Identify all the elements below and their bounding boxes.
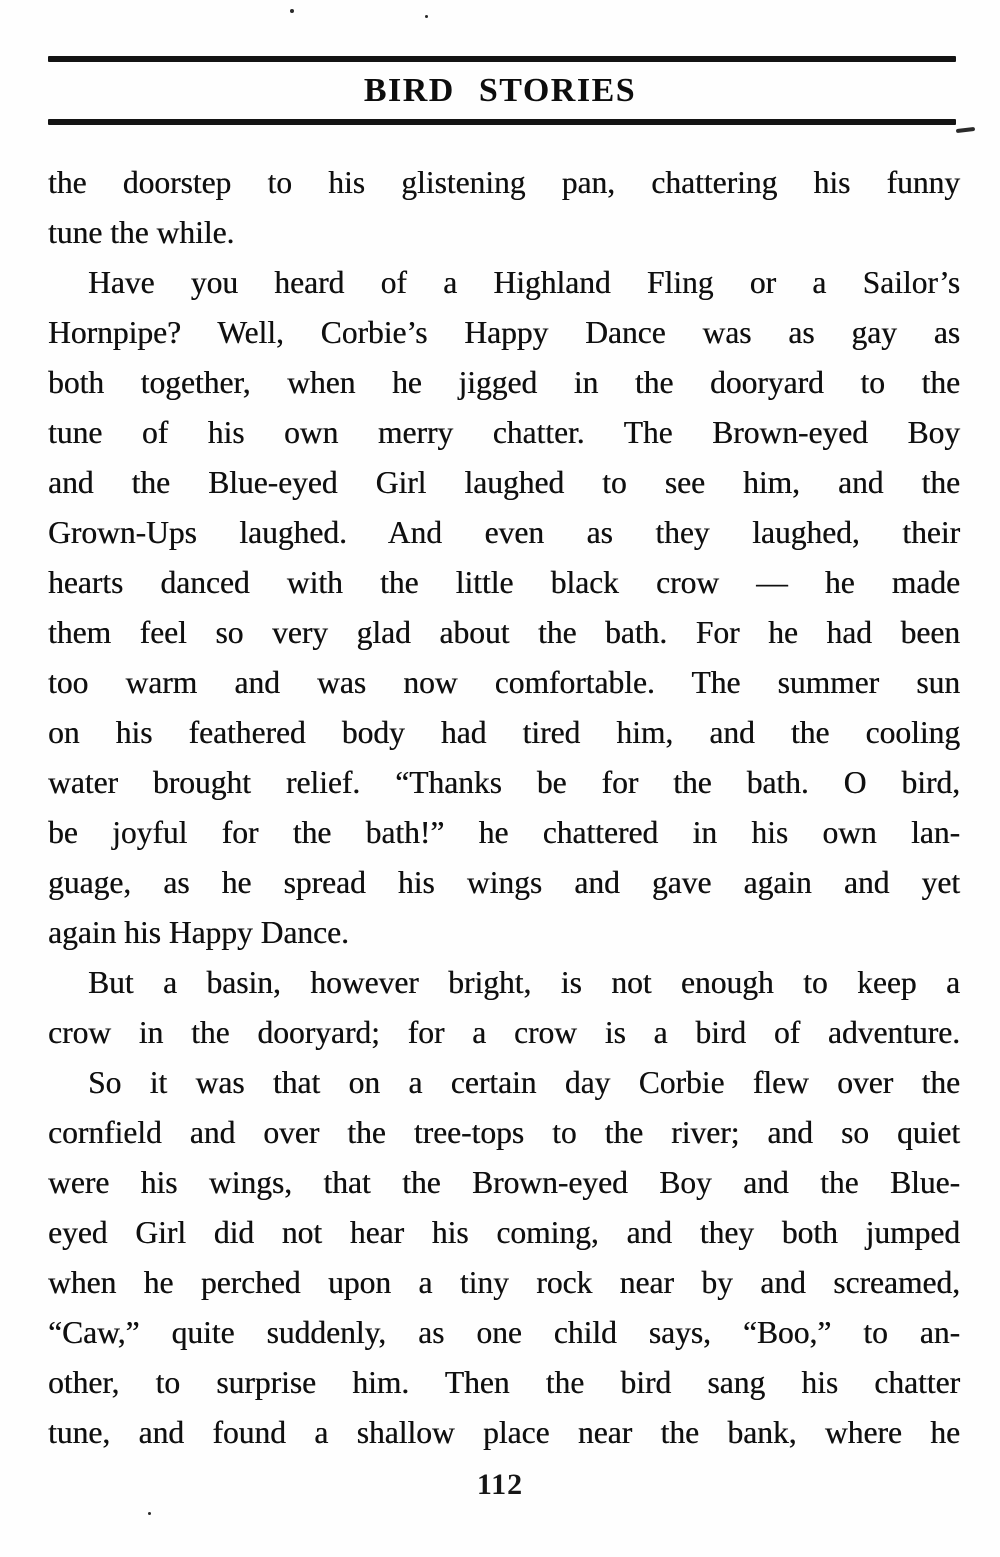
text-line: other, to surprise him. Then the bird sang his chatter <box>48 1365 960 1400</box>
text-line: eyed Girl did not hear his coming, and they both jumped <box>48 1215 960 1250</box>
text-line: cornfield and over the tree-tops to the river; and so quiet <box>48 1115 960 1150</box>
rule-end-dash <box>956 127 975 133</box>
text-line: hearts danced with the little black crow — he made <box>48 565 960 600</box>
text-line: tune of his own merry chatter. The Brown-eyed Boy <box>48 415 960 450</box>
header-rule-top <box>48 56 956 62</box>
text-line: on his feathered body had tired him, and the cooling <box>48 715 960 750</box>
text-line: So it was that on a certain day Corbie flew over the <box>88 1065 960 1100</box>
text-line: when he perched upon a tiny rock near by and screamed, <box>48 1265 960 1300</box>
scan-speck <box>290 9 294 13</box>
text-line: guage, as he spread his wings and gave again and yet <box>48 865 960 900</box>
page-number: 112 <box>476 1468 524 1501</box>
text-line: the doorstep to his glistening pan, chattering his funny <box>48 165 960 200</box>
text-line: tune, and found a shallow place near the bank, where he <box>48 1415 960 1450</box>
text-line: crow in the dooryard; for a crow is a bird of adventure. <box>48 1015 960 1050</box>
text-line: were his wings, that the Brown-eyed Boy and the Blue- <box>48 1165 960 1200</box>
text-line: and the Blue-eyed Girl laughed to see him, and the <box>48 465 960 500</box>
text-line: again his Happy Dance. <box>48 915 349 950</box>
header-rule-bottom <box>48 119 956 125</box>
text-line: be joyful for the bath!” he chattered in his own lan- <box>48 815 960 850</box>
text-line: Grown-Ups laughed. And even as they laughed, their <box>48 515 960 550</box>
text-line: tune the while. <box>48 215 235 250</box>
text-line: water brought relief. “Thanks be for the bath. O bird, <box>48 765 960 800</box>
text-line: them feel so very glad about the bath. For he had been <box>48 615 960 650</box>
body-text <box>48 158 960 1458</box>
text-line: “Caw,” quite suddenly, as one child says, “Boo,” to an- <box>48 1315 960 1350</box>
paragraph <box>48 158 960 258</box>
scan-speck <box>148 1512 151 1515</box>
text-line: Hornpipe? Well, Corbie’s Happy Dance was as gay as <box>48 315 960 350</box>
text-line: both together, when he jigged in the dooryard to the <box>48 365 960 400</box>
page-title: BIRD STORIES <box>363 72 637 109</box>
paragraph <box>48 258 960 958</box>
text-line: But a basin, however bright, is not enough to keep a <box>88 965 960 1000</box>
paragraph <box>48 958 960 1058</box>
text-line: too warm and was now comfortable. The summer sun <box>48 665 960 700</box>
paragraph <box>48 1058 960 1458</box>
text-line: Have you heard of a Highland Fling or a Sailor’s <box>88 265 960 300</box>
scan-speck <box>425 15 428 18</box>
